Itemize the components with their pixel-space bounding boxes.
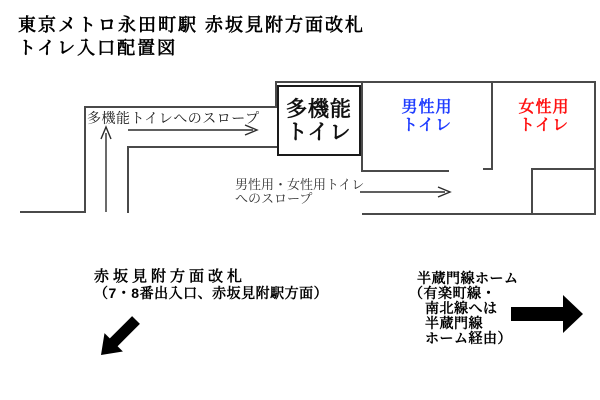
ramp-up-arrow-icon bbox=[101, 127, 111, 212]
womens-toilet-label-line1: 女性用 bbox=[518, 99, 570, 116]
gate-note-line2: （7・8番出入口、赤坂見附駅方面） bbox=[94, 285, 329, 301]
platform-note-line1: 半蔵門線ホーム bbox=[417, 270, 519, 286]
mw-slope-label-line2: へのスロープ bbox=[235, 191, 313, 206]
gate-note-line1: 赤坂見附方面改札 bbox=[94, 268, 247, 285]
multi-toilet-label-line1: 多機能 bbox=[286, 97, 352, 121]
platform-right-arrow-icon bbox=[511, 295, 583, 333]
platform-note-line3: 南北線へは bbox=[425, 300, 498, 316]
multi-slope-label: 多機能トイレへのスロープ bbox=[87, 110, 260, 126]
platform-note bbox=[409, 271, 519, 346]
multi-toilet-label-line2: トイレ bbox=[286, 120, 352, 144]
mens-toilet-label-line2: トイレ bbox=[401, 117, 453, 134]
gate-down-left-arrow-icon bbox=[101, 316, 140, 355]
platform-note-line5: ホーム経由） bbox=[425, 330, 512, 346]
platform-note-line2: （有楽町線・ bbox=[409, 285, 496, 301]
page-title-line2: トイレ入口配置図 bbox=[18, 38, 178, 58]
womens-toilet-label-line2: トイレ bbox=[518, 117, 570, 134]
mens-toilet-label-line1: 男性用 bbox=[401, 99, 453, 116]
multi-slope-right-arrow-icon bbox=[128, 125, 257, 135]
mw-slope-label-line1: 男性用・女性用トイレ bbox=[235, 177, 365, 192]
mw-slope-right-arrow-icon bbox=[360, 187, 450, 197]
gate-note bbox=[94, 268, 328, 301]
page-title-line1: 東京メトロ永田町駅 赤坂見附方面改札 bbox=[18, 15, 365, 35]
platform-note-line4: 半蔵門線 bbox=[425, 315, 483, 331]
